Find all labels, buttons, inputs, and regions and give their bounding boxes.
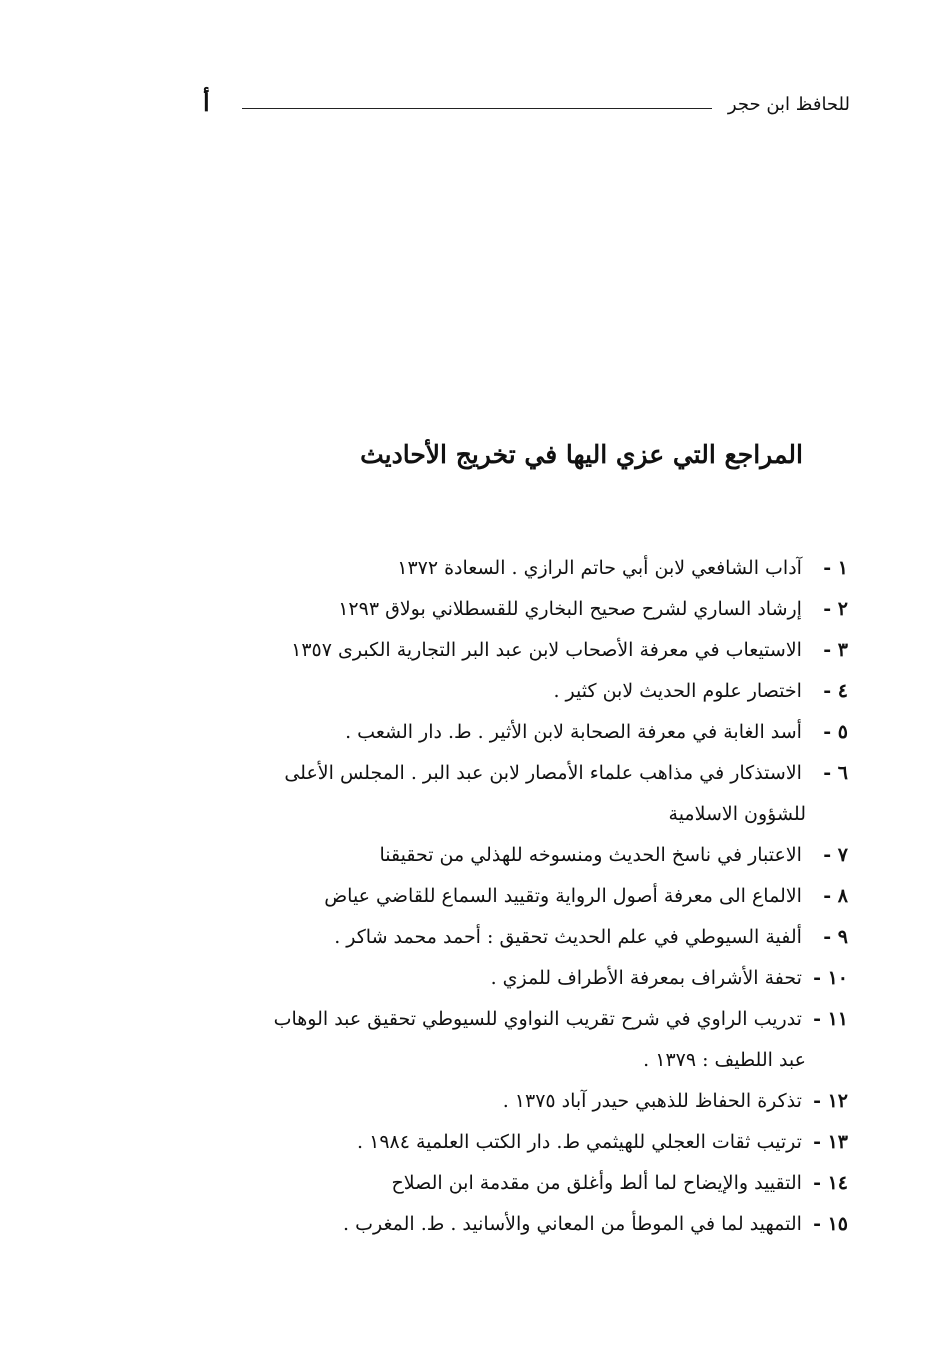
entry-number: ٦ - xyxy=(823,762,848,784)
header-rule xyxy=(242,108,712,109)
entry-number: ٨ - xyxy=(823,885,848,907)
reference-entry xyxy=(138,1204,848,1245)
entry-number: ١٢ - xyxy=(813,1090,848,1112)
entry-text: تدريب الراوي في شرح تقريب النواوي للسيوطي تحقيق عبد الوهاب xyxy=(273,1008,802,1030)
entry-continuation: عبد اللطيف : ١٣٧٩ . xyxy=(643,1049,806,1071)
entry-text: ترتيب ثقات العجلي للهيثمي ط. دار الكتب العلمية ١٩٨٤ . xyxy=(357,1131,802,1153)
reference-entry xyxy=(138,671,848,712)
reference-entry xyxy=(138,630,848,671)
entry-number: ٢ - xyxy=(823,598,848,620)
reference-entry xyxy=(138,1163,848,1204)
reference-entry xyxy=(138,835,848,876)
entry-number: ٥ - xyxy=(823,721,848,743)
section-title: المراجع التي عزي اليها في تخريج الأحاديث xyxy=(360,440,803,469)
entry-continuation: للشؤون الاسلامية xyxy=(668,803,806,825)
entry-text: تذكرة الحفاظ للذهبي حيدر آباد ١٣٧٥ . xyxy=(502,1090,802,1112)
entry-text: التقييد والإيضاح لما ألط وأغلق من مقدمة ابن الصلاح xyxy=(391,1172,802,1194)
entry-text: آداب الشافعي لابن أبي حاتم الرازي . السعادة ١٣٧٢ xyxy=(397,557,802,579)
entry-text: أسد الغابة في معرفة الصحابة لابن الأثير . ط. دار الشعب . xyxy=(345,721,802,743)
reference-entry xyxy=(138,999,848,1081)
entry-number: ١٤ - xyxy=(813,1172,848,1194)
reference-entry xyxy=(138,958,848,999)
page-letter: أ xyxy=(203,88,210,117)
entry-text: ألفية السيوطي في علم الحديث تحقيق : أحمد محمد شاكر . xyxy=(334,926,802,948)
reference-list xyxy=(138,548,848,1245)
entry-text: تحفة الأشراف بمعرفة الأطراف للمزي . xyxy=(490,967,802,989)
entry-number: ٤ - xyxy=(823,680,848,702)
reference-entry xyxy=(138,712,848,753)
entry-number: ٣ - xyxy=(823,639,848,661)
entry-number: ١٣ - xyxy=(813,1131,848,1153)
entry-number: ٩ - xyxy=(823,926,848,948)
entry-number: ١٠ - xyxy=(813,967,848,989)
entry-number: ١١ - xyxy=(813,1008,848,1030)
reference-entry xyxy=(138,917,848,958)
reference-entry xyxy=(138,589,848,630)
entry-text: التمهيد لما في الموطأ من المعاني والأسانيد . ط. المغرب . xyxy=(343,1213,802,1235)
reference-entry xyxy=(138,876,848,917)
entry-text: إرشاد الساري لشرح صحيح البخاري للقسطلاني بولاق ١٢٩٣ xyxy=(338,598,802,620)
entry-text: الاستذكار في مذاهب علماء الأمصار لابن عبد البر . المجلس الأعلى xyxy=(284,762,802,784)
entry-number: ٧ - xyxy=(823,844,848,866)
entry-number: ١٥ - xyxy=(813,1213,848,1235)
entry-text: الالماع الى معرفة أصول الرواية وتقييد السماع للقاضي عياض xyxy=(324,885,802,907)
running-header: للحافظ ابن حجر xyxy=(727,94,850,115)
reference-entry xyxy=(138,548,848,589)
entry-text: الاستيعاب في معرفة الأصحاب لابن عبد البر التجارية الكبرى ١٣٥٧ xyxy=(291,639,802,661)
entry-text: الاعتبار في ناسخ الحديث ومنسوخه للهذلي من تحقيقنا xyxy=(379,844,802,866)
entry-number: ١ - xyxy=(823,557,848,579)
reference-entry xyxy=(138,1081,848,1122)
entry-text: اختصار علوم الحديث لابن كثير . xyxy=(553,680,802,702)
reference-entry xyxy=(138,753,848,835)
reference-entry xyxy=(138,1122,848,1163)
